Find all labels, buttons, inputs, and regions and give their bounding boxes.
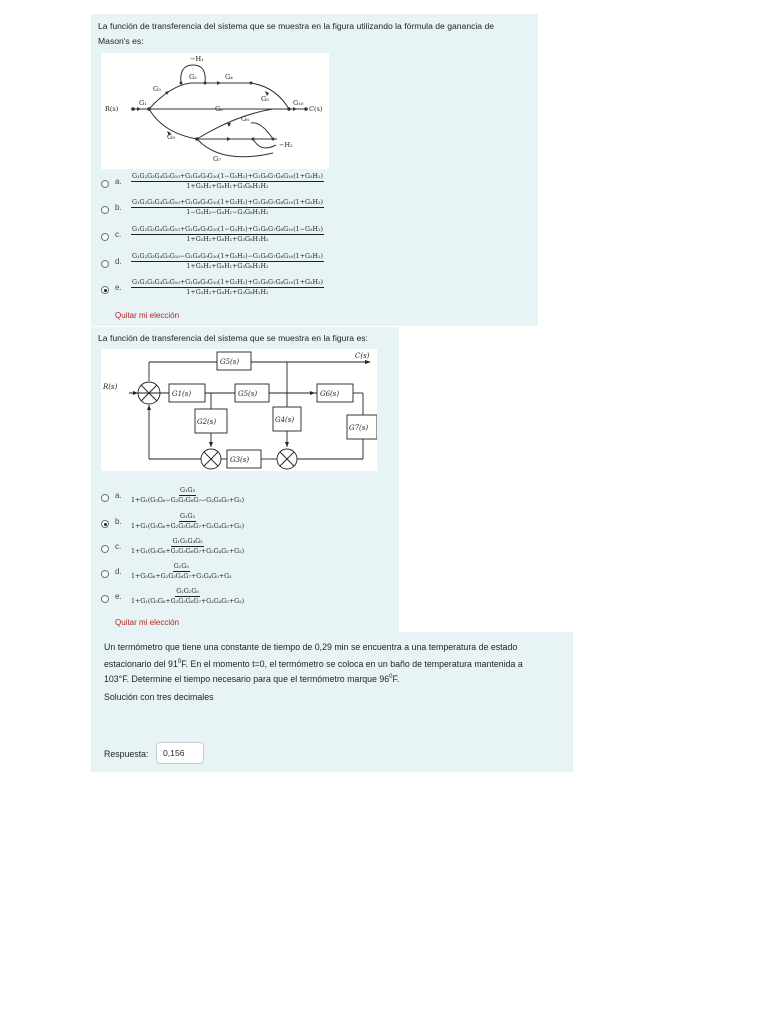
q1-option-e-numerator: G₁G₂G₃G₄G₅G₁₀+G₁G₆G₉G₁₀(1+G₃H₂)+G₁G₆G₇G₈G₁₀(1+G₃H₂)	[132, 279, 323, 286]
question-3-line-3b: F.	[392, 673, 400, 684]
q1-option-d-numerator: G₁G₂G₃G₄G₅G₁₀−G₁G₆G₉G₁₀(1+G₃H₂)−G₁G₆G₇G₈G₁₀(1+G₃H₂)	[132, 253, 323, 260]
q1-option-c-denominator: 1+G₃H₂+G₈H₁+G₃G₈H₁H₂	[186, 236, 269, 243]
block-input-label: R(s)	[103, 383, 118, 391]
q2-radio-b[interactable]	[101, 520, 109, 528]
q1-option-a-letter: a.	[115, 177, 122, 186]
q1-option-b-letter: b.	[115, 203, 122, 212]
question-2-card	[91, 327, 399, 632]
q2-clear-choice-link[interactable]: Quitar mi elección	[115, 618, 180, 627]
q2-option-d-numerator: G₁G₅	[173, 563, 189, 570]
q2-option-b[interactable]	[101, 513, 521, 537]
question-3-instruction: Solución con tres decimales	[104, 692, 214, 702]
q1-radio-a[interactable]	[101, 180, 109, 188]
question-3-line-3	[104, 670, 566, 687]
q1-option-b[interactable]	[101, 199, 521, 223]
branch-label-h2: −H₂	[279, 141, 293, 149]
q1-option-d-letter: d.	[115, 257, 122, 266]
q2-radio-c[interactable]	[101, 545, 109, 553]
block-g1: G1(s)	[172, 390, 192, 398]
q1-option-a-numerator: G₁G₂G₃G₄G₅G₁₀+G₁G₆G₉G₁₀(1−G₃H₂)+G₁G₆G₇G₈G₁₀(1+G₃H₂)	[132, 173, 323, 180]
question-2-text: La función de transferencia del sistema que se muestra en la figura es:	[98, 333, 368, 343]
block-g7: G7(s)	[349, 424, 369, 432]
q2-option-d-formula	[131, 563, 232, 580]
q2-option-e-denominator: 1+G₁(G₅G₆+G₂G₃G₆G₇+G₂G₄G₅+G₂)	[131, 598, 245, 605]
q2-option-c-numerator: G₁G₂G₄G₅	[172, 538, 203, 545]
q1-option-a-formula	[131, 173, 324, 190]
q1-option-c-letter: c.	[115, 230, 122, 239]
q1-option-b-formula	[131, 199, 324, 216]
question-3-line-1: Un termómetro que tiene una constante de tiempo de 0,29 min se encuentra a una temperatura de estado	[104, 642, 518, 652]
branch-label-g5: G₅	[261, 95, 269, 103]
q2-option-a-numerator: G₁G₅	[180, 487, 196, 494]
q2-option-c-denominator: 1+G₁(G₅G₆+G₂G₃G₆G₇+G₂G₄G₅+G₂)	[131, 548, 245, 555]
q2-option-c[interactable]	[101, 538, 521, 562]
block-g3: G3(s)	[230, 456, 250, 464]
q2-option-e-letter: e.	[115, 592, 122, 601]
q2-option-c-letter: c.	[115, 542, 122, 551]
q2-option-e-numerator: G₁G₂G₅	[176, 588, 199, 595]
block-g2: G2(s)	[197, 418, 217, 426]
branch-label-g2: G₂	[189, 73, 197, 81]
q2-option-d[interactable]	[101, 563, 521, 587]
answer-input[interactable]	[156, 742, 204, 764]
q2-option-a[interactable]	[101, 487, 521, 511]
degree-superscript-1: 0	[177, 659, 182, 665]
q1-option-a[interactable]	[101, 173, 521, 197]
q1-option-b-denominator: 1−G₃H₂−G₈H₁−G₃G₈H₁H₂	[186, 209, 269, 216]
q1-option-e-formula	[131, 279, 324, 296]
signal-flow-graph-svg	[101, 53, 329, 169]
question-3-line-2b: F. En el momento t=0, el termómetro se coloca en un baño de temperatura mantenida a	[181, 658, 523, 669]
q2-option-b-letter: b.	[115, 517, 122, 526]
flow-output-label: C(s)	[309, 105, 323, 113]
block-diagram	[101, 349, 377, 471]
block-diagram-svg	[101, 349, 377, 471]
branch-label-g1: G₁	[139, 99, 147, 107]
question-1-text: La función de transferencia del sistema que se muestra en la figura utilizando la fórmula de ganancia de Mason's es:	[98, 21, 495, 46]
signal-flow-graph	[101, 53, 329, 169]
branch-label-g3: G₃	[153, 85, 161, 93]
q2-option-a-denominator: 1+G₁(G₅G₆−G₂G₃G₆G₇−G₂G₄G₅+G₂)	[131, 497, 245, 504]
q1-radio-d[interactable]	[101, 260, 109, 268]
block-g4: G4(s)	[275, 416, 295, 424]
q2-radio-d[interactable]	[101, 570, 109, 578]
q2-option-d-letter: d.	[115, 567, 122, 576]
flow-input-label: R(s)	[105, 105, 119, 113]
q1-radio-c[interactable]	[101, 233, 109, 241]
question-1-card	[91, 14, 538, 326]
q1-option-c[interactable]	[101, 226, 521, 250]
q2-option-b-numerator: G₁G₅	[180, 513, 196, 520]
q2-option-c-formula	[131, 538, 244, 555]
q2-radio-e[interactable]	[101, 595, 109, 603]
question-3-line-2a: estacionario del 91	[104, 658, 178, 669]
q2-option-d-denominator: 1+G₅G₆+G₂G₃G₆G₇+G₂G₄G₅+G₂	[131, 573, 232, 580]
block-output-label: C(s)	[355, 352, 370, 360]
branch-label-g6: G₆	[215, 105, 223, 113]
q1-option-c-formula	[131, 226, 324, 243]
q1-option-d-formula	[131, 253, 324, 270]
block-g6: G6(s)	[320, 390, 340, 398]
q2-option-b-formula	[131, 513, 244, 530]
question-3-line-3a: 103°F. Determine el tiempo necesario para que el termómetro marque 96	[104, 673, 390, 684]
q2-option-b-denominator: 1+G₁(G₅G₆+G₂G₃G₆G₇+G₂G₄G₅+G₂)	[131, 523, 245, 530]
q1-option-d[interactable]	[101, 253, 521, 277]
block-g5-main: G5(s)	[238, 390, 258, 398]
q2-option-e-formula	[131, 588, 244, 605]
answer-label: Respuesta:	[104, 749, 149, 759]
branch-label-g10: G₁₀	[293, 99, 304, 107]
q1-radio-b[interactable]	[101, 206, 109, 214]
q1-option-e-denominator: 1+G₃H₂+G₈H₁+G₃G₈H₁H₂	[186, 289, 269, 296]
branch-label-g8: G₈	[241, 115, 249, 123]
q1-option-b-numerator: G₁G₂G₃G₄G₅G₁₀+G₁G₆G₉G₁₀(1+G₃H₂)+G₁G₆G₇G₈G₁₀(1+G₃H₂)	[132, 199, 323, 206]
branch-label-g9: G₉	[167, 133, 175, 141]
block-g5-top: G5(s)	[220, 358, 240, 366]
q1-option-e[interactable]	[101, 279, 521, 303]
q1-clear-choice-link[interactable]: Quitar mi elección	[115, 311, 180, 320]
question-3-card	[91, 632, 573, 772]
q2-option-e[interactable]	[101, 588, 521, 612]
branch-label-h1: −H₁	[190, 55, 204, 63]
q2-radio-a[interactable]	[101, 494, 109, 502]
q2-option-a-formula	[131, 487, 244, 504]
branch-label-g7: G₇	[213, 155, 221, 163]
q1-option-c-numerator: G₁G₂G₃G₄G₅G₁₀+G₁G₆G₉G₁₀(1−G₃H₂)+G₁G₆G₇G₈G₁₀(1−G₃H₂)	[132, 226, 323, 233]
degree-superscript-2: 0	[389, 674, 393, 680]
branch-label-g4: G₄	[225, 73, 233, 81]
q1-option-a-denominator: 1+G₃H₂+G₈H₁+G₃G₈H₁H₂	[186, 183, 269, 190]
q2-option-a-letter: a.	[115, 491, 122, 500]
q1-option-e-letter: e.	[115, 283, 122, 292]
q1-option-d-denominator: 1+G₃H₂+G₈H₁+G₃G₈H₁H₂	[186, 263, 269, 270]
q1-radio-e[interactable]	[101, 286, 109, 294]
